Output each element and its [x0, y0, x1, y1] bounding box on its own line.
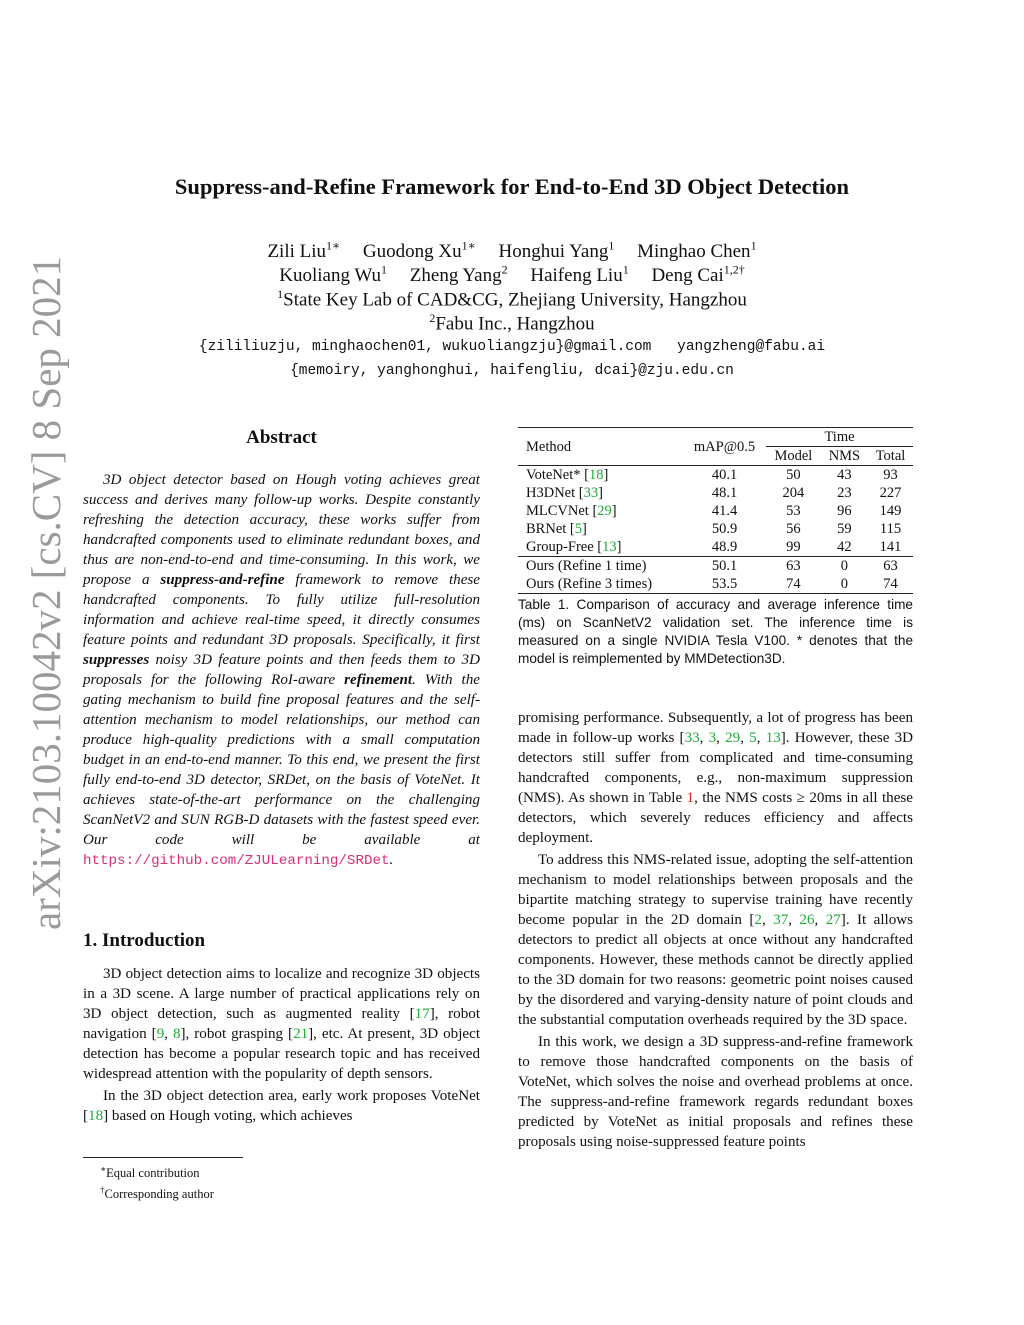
affiliation-1: $^1$State Key Lab of CAD&CG, Zhejiang University, Hangzhou	[277, 287, 747, 311]
author: Kuoliang Wu$^1$	[279, 263, 388, 287]
header-method: Method	[518, 428, 683, 466]
section-heading-introduction: 1. Introduction	[83, 930, 206, 951]
table-row: H3DNet [33] 48.1 204 23 227	[526, 485, 902, 501]
author: Guodong $Xu^{1∗}$	[362, 239, 476, 263]
affiliation-2: $^2$Fabu Inc., Hangzhou	[429, 311, 595, 335]
header-nms: NMS	[828, 448, 861, 464]
citation-link[interactable]: 18	[588, 467, 604, 483]
citation-link[interactable]: 37	[773, 912, 789, 928]
footnote-equal: ∗Equal contribution	[100, 1164, 200, 1181]
author: Haifeng Liu$^1$	[530, 263, 629, 287]
table-row: Ours (Refine 3 times) 53.5 74 0 74	[518, 575, 913, 594]
citation-link[interactable]: 9	[156, 1026, 165, 1042]
author: Minghao Chen$^1$	[637, 239, 757, 263]
header-time: Time	[766, 428, 913, 447]
author: Zili Liu$^{1∗}$	[267, 239, 341, 263]
author: Honghui Yang$^1$	[498, 239, 615, 263]
citation-link[interactable]: 33	[684, 730, 700, 746]
results-table	[518, 427, 913, 594]
introduction-body: 3D object detection aims to localize and recognize 3D objects in a 3D scene. A large number of practical applications rely on 3D object detection, such as augmented reality [17], robot navigation [9, 8], robot grasping [21], etc. At present, 3D object detection has become a popular research topic and has received widespread attention with the popularity of depth sensors. In the 3D object detection area, early work proposes VoteNet [18] based on Hough voting, which achieves	[83, 966, 481, 1124]
right-column-body: promising performance. Subsequently, a lot of progress has been made in follow-up works [33, 3, 29, 5, 13]. However, these 3D detectors still suffer from complicated and time-consuming handcrafted components, e.g., non-maximum suppression (NMS). As shown in Table 1, the NMS costs ≥ 20ms in all these detectors, which severely reduces efficiency and affects deployment. To address this NMS-related issue, adopting the self-attention mechanism to model relationships between proposals and the bipartite matching strategy to supervise training have recently become popular in the 2D domain [2, 37, 26, 27]. It allows detectors to predict all objects at once without any handcrafted components. However, these methods cannot be directly applied to the 3D domain for two reasons: geometric point noises caused by the disordered and varying-density nature of point clouds and the substantial computation overheads required by the 3D space. In this work, we design a 3D suppress-and-refine framework to remove those handcrafted components on the basis of VoteNet, which solves the noise and overhead problems at once. The suppress-and-refine framework regards redundant boxes predicted by VoteNet as initial proposals and refines these proposals using noise-suppressed feature points	[518, 710, 914, 1150]
citation-link[interactable]: 29	[597, 503, 612, 519]
email-group: {zililiuzju, minghaochen01, wukuoliangzju}@gmail.com	[198, 339, 652, 355]
citation-link[interactable]: 26	[799, 912, 815, 928]
citation-link[interactable]: 5	[574, 521, 582, 537]
code-url-link[interactable]: https://github.com/ZJULearning/SRDet	[83, 853, 390, 869]
emails-line-2	[0, 362, 1024, 379]
table-row: Group-Free [13] 48.9 99 42 141	[526, 539, 902, 555]
email-group: {memoiry, yanghonghui, haifengliu, dcai}@zju.edu.cn	[290, 363, 734, 379]
header-model: Model	[774, 448, 813, 464]
email: yangzheng@fabu.ai	[677, 339, 826, 355]
footnote-corresponding: †Corresponding author	[100, 1185, 214, 1202]
citation-link[interactable]: 17	[414, 1006, 430, 1022]
citation-link[interactable]: 2	[754, 912, 762, 928]
citation-link[interactable]: 3	[708, 730, 717, 746]
authors-line-1	[0, 239, 1024, 263]
abstract-body: 3D object detector based on Hough voting achieves great success and derives many follow-up works. Despite constantly refreshing the detection accuracy, these works suffer from handcrafted components used to eliminate redundant boxes, and thus are non-end-to-end and time-consuming. In this work, we propose a suppress-and-refine framework to remove these handcrafted components. To fully utilize full-resolution information and achieve real-time speed, it directly consumes feature points and redundant 3D proposals. Specifically, it first suppresses noisy 3D feature points and then feeds them to 3D proposals for the following RoI-aware refinement. With the gating mechanism to build fine proposal features and the self-attention mechanism to model relationships, our method can produce high-quality predictions with a small computation budget in an end-to-end manner. To this end, we present the first fully end-to-end 3D detector, SRDet, on the basis of VoteNet. It achieves state-of-the-art performance on the challenging ScanNetV2 and SUN RGB-D datasets with the fastest speed ever. Our code will be available at https://github.com/ZJULearning/SRDet.	[83, 472, 481, 869]
paper-title: Suppress-and-Refine Framework for End-to-End 3D Object Detection	[174, 174, 850, 199]
citation-link[interactable]: 13	[602, 539, 617, 555]
table-reference-link[interactable]: 1	[686, 790, 695, 806]
citation-link[interactable]: 13	[765, 730, 781, 746]
citation-link[interactable]: 18	[88, 1108, 104, 1124]
footnote-divider	[83, 1157, 243, 1158]
citation-link[interactable]: 8	[172, 1026, 181, 1042]
authors-line-2	[0, 263, 1024, 287]
author: Deng Cai$^{1,2\dagger}$	[651, 263, 745, 287]
table-row: VoteNet* [18] 40.1 50 43 93	[518, 466, 913, 485]
table-row: MLCVNet [29] 41.4 53 96 149	[526, 503, 902, 519]
emails-line-1	[0, 338, 1024, 355]
citation-link[interactable]: 5	[749, 730, 757, 746]
header-map: mAP@0.5	[683, 428, 766, 466]
citation-link[interactable]: 27	[825, 912, 841, 928]
header-total: Total	[875, 448, 906, 464]
citation-link[interactable]: 33	[583, 485, 599, 501]
abstract-heading: Abstract	[246, 427, 317, 448]
table-caption: Table 1. Comparison of accuracy and average inference time (ms) on ScanNetV2 validation set. The inference time is measured on a single NVIDIA Tesla V100. * denotes that the model is reimplemented by MMDetection3D.	[518, 597, 913, 666]
table-row: Ours (Refine 1 time) 50.1 63 0 63	[518, 557, 913, 576]
table-row: BRNet [5] 50.9 56 59 115	[526, 521, 902, 537]
footnotes	[100, 1161, 214, 1203]
citation-link[interactable]: 29	[725, 730, 741, 746]
author: Zheng Yang$^2$	[409, 263, 508, 287]
citation-link[interactable]: 21	[293, 1026, 309, 1042]
